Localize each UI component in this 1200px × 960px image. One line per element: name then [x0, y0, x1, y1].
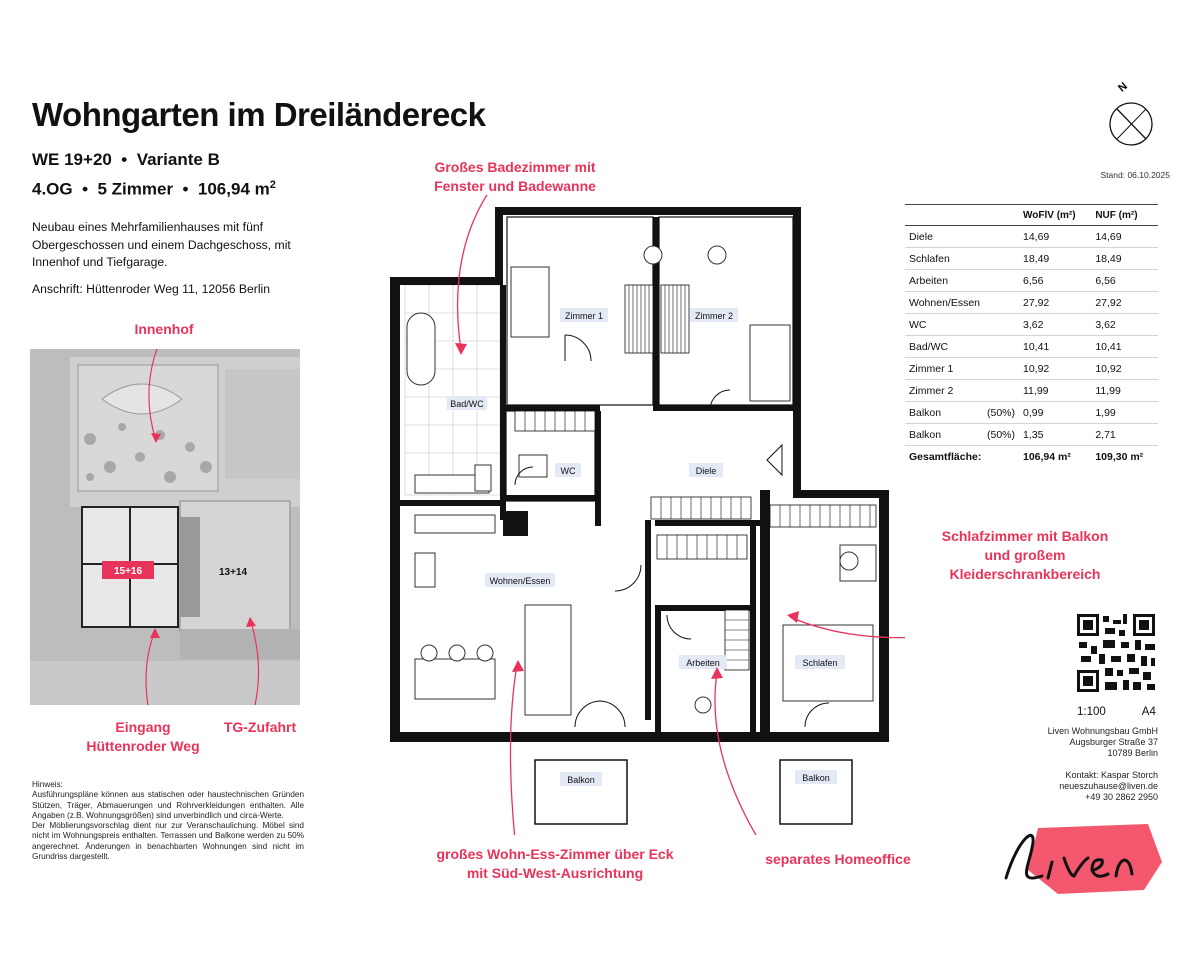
row-room-name: Balkon [909, 406, 942, 419]
row-woflv: 0,99 [1019, 402, 1091, 424]
liven-logo [998, 818, 1166, 898]
room-balkon-1: Balkon [567, 775, 595, 785]
row-room-name: Diele [909, 230, 933, 243]
row-room-note: (50%) [986, 428, 1015, 441]
row-room-name: Zimmer 1 [909, 362, 954, 375]
row-room-note: (50%) [986, 406, 1015, 419]
header-nuf: NUF (m²) [1091, 205, 1158, 226]
row-nuf: 18,49 [1091, 248, 1158, 270]
company-block [1048, 726, 1158, 759]
floor-plan [385, 195, 905, 835]
row-room [905, 248, 1019, 270]
table-total-row [905, 446, 1158, 468]
row-room-name: Bad/WC [909, 340, 949, 353]
annotation-wohn-ess [400, 845, 710, 883]
page-title: Wohngarten im Dreiländereck [32, 96, 486, 133]
row-nuf: 3,62 [1091, 314, 1158, 336]
annotation-bad-line2: Fenster und Badewanne [434, 178, 596, 194]
room-zimmer-1: Zimmer 1 [565, 311, 603, 321]
company-name: Liven Wohnungsbau GmbH [1047, 726, 1158, 736]
scale-ratio: 1:100 [1077, 706, 1106, 718]
qr-code-icon [1075, 612, 1157, 694]
annotation-tg-zufahrt: TG-Zufahrt [223, 719, 297, 735]
unit-line: WE 19+20 • Variante B [32, 150, 220, 169]
row-room-name: Zimmer 2 [909, 384, 954, 397]
table-header-row [905, 205, 1158, 226]
contact-phone[interactable]: +49 30 2862 2950 [1085, 792, 1158, 802]
row-woflv: 27,92 [1019, 292, 1091, 314]
row-woflv: 3,62 [1019, 314, 1091, 336]
floor-rooms-area-text: 4.OG • 5 Zimmer • 106,94 m [32, 179, 270, 199]
annotation-eingang [70, 718, 216, 756]
room-wc: WC [560, 466, 576, 476]
annotation-wohn-line1: großes Wohn-Ess-Zimmer über Eck [436, 846, 674, 862]
floor-rooms-area-line [32, 179, 276, 200]
row-nuf: 10,92 [1091, 358, 1158, 380]
row-room [905, 402, 1019, 424]
row-room [905, 292, 1019, 314]
row-room [905, 270, 1019, 292]
table-row [905, 358, 1158, 380]
stand-date: Stand: 06.10.2025 [1100, 170, 1170, 180]
company-city: 10789 Berlin [1107, 748, 1158, 758]
annotation-homeoffice: separates Homeoffice [765, 851, 911, 867]
annotation-wohn-line2: mit Süd-West-Ausrichtung [466, 865, 644, 881]
room-diele: Diele [695, 466, 717, 476]
room-arbeiten: Arbeiten [686, 658, 720, 668]
room-zimmer-2: Zimmer 2 [695, 311, 733, 321]
paper-format: A4 [1141, 706, 1156, 718]
table-row [905, 336, 1158, 358]
row-room-name: WC [909, 318, 927, 331]
row-woflv: 1,35 [1019, 424, 1091, 446]
contact-email[interactable]: neueszuhause@liven.de [1059, 781, 1158, 791]
table-row [905, 380, 1158, 402]
company-street: Augsburger Straße 37 [1069, 737, 1158, 747]
header-woflv: WoFlV (m²) [1019, 205, 1091, 226]
table-row [905, 226, 1158, 248]
room-schlafen: Schlafen [802, 658, 838, 668]
row-room [905, 314, 1019, 336]
annotation-schlaf-line1: Schlafzimmer mit Balkon [941, 528, 1109, 544]
row-woflv: 10,41 [1019, 336, 1091, 358]
annotation-schlafzimmer [920, 527, 1130, 584]
contact-block [1059, 770, 1158, 803]
annotation-eingang-line1: Eingang [115, 719, 171, 735]
row-room-name: Arbeiten [909, 274, 949, 287]
row-nuf: 14,69 [1091, 226, 1158, 248]
table-row [905, 248, 1158, 270]
row-room [905, 380, 1019, 402]
row-nuf: 2,71 [1091, 424, 1158, 446]
row-woflv: 6,56 [1019, 270, 1091, 292]
table-row [905, 424, 1158, 446]
row-room [905, 336, 1019, 358]
site-plan [30, 349, 300, 705]
balconies [535, 760, 852, 824]
site-unit-13-14: 13+14 [218, 567, 248, 578]
row-nuf: 10,41 [1091, 336, 1158, 358]
total-label: Gesamtfläche: [909, 450, 982, 463]
description: Neubau eines Mehrfamilienhauses mit fünf Obergeschossen und einem Dachgeschoss, mit Innenhof und Tiefgarage. [32, 220, 291, 269]
annotation-schlaf-line3: Kleiderschrankbereich [949, 566, 1101, 582]
table-row [905, 402, 1158, 424]
annotation-bad-line1: Großes Badezimmer mit [434, 159, 596, 175]
row-room-name: Wohnen/Essen [909, 296, 981, 309]
row-room [905, 226, 1019, 248]
row-room-name: Schlafen [909, 252, 950, 265]
area-unit-superscript: 2 [269, 179, 276, 191]
compass-icon [1100, 78, 1160, 148]
annotation-badezimmer [410, 158, 620, 196]
table-row [905, 270, 1158, 292]
row-nuf: 1,99 [1091, 402, 1158, 424]
row-room [905, 358, 1019, 380]
row-woflv: 10,92 [1019, 358, 1091, 380]
compass-north-label: N [1116, 80, 1130, 95]
address: Anschrift: Hüttenroder Weg 11, 12056 Berlin [32, 282, 271, 296]
room-bad-wc: Bad/WC [450, 399, 484, 409]
row-room-name: Balkon [909, 428, 942, 441]
row-nuf: 11,99 [1091, 380, 1158, 402]
annotation-schlaf-line2: und großem [984, 547, 1066, 563]
site-unit-15-16: 15+16 [113, 566, 143, 577]
row-woflv: 18,49 [1019, 248, 1091, 270]
row-woflv: 11,99 [1019, 380, 1091, 402]
annotation-eingang-line2: Hüttenroder Weg [86, 738, 200, 754]
row-nuf: 27,92 [1091, 292, 1158, 314]
table-row [905, 292, 1158, 314]
scale-format [1077, 706, 1156, 718]
total-woflv: 106,94 m² [1023, 450, 1071, 463]
room-balkon-2: Balkon [802, 773, 830, 783]
header-room [905, 205, 1019, 226]
contact-person: Kontakt: Kaspar Storch [1065, 770, 1158, 780]
row-woflv: 14,69 [1019, 226, 1091, 248]
disclaimer-hint: Hinweis: Ausführungspläne können aus statischen oder haustechnischen Gründen Stützen, Träger, Abmauerungen und Rohrverkleidungen enthalten. Alle Angaben (z.B. Wohnungsgrößen) sind unverbindlich und circa-Werte. Der Möblierungsvorschlag dient nur zur Veranschaulichung. Möbel sind nicht im Wohnungspreis enthalten. Terrassen und Balkone werden zu 50% angerechnet. Änderungen in benachbarten Wohnungen sind nicht im Grundriss dargestellt. [32, 780, 304, 862]
total-nuf: 109,30 m² [1095, 450, 1144, 463]
row-nuf: 6,56 [1091, 270, 1158, 292]
annotation-innenhof: Innenhof [134, 321, 194, 337]
table-row [905, 314, 1158, 336]
row-room [905, 424, 1019, 446]
room-wohnen-essen: Wohnen/Essen [489, 576, 551, 586]
area-table [905, 204, 1158, 467]
